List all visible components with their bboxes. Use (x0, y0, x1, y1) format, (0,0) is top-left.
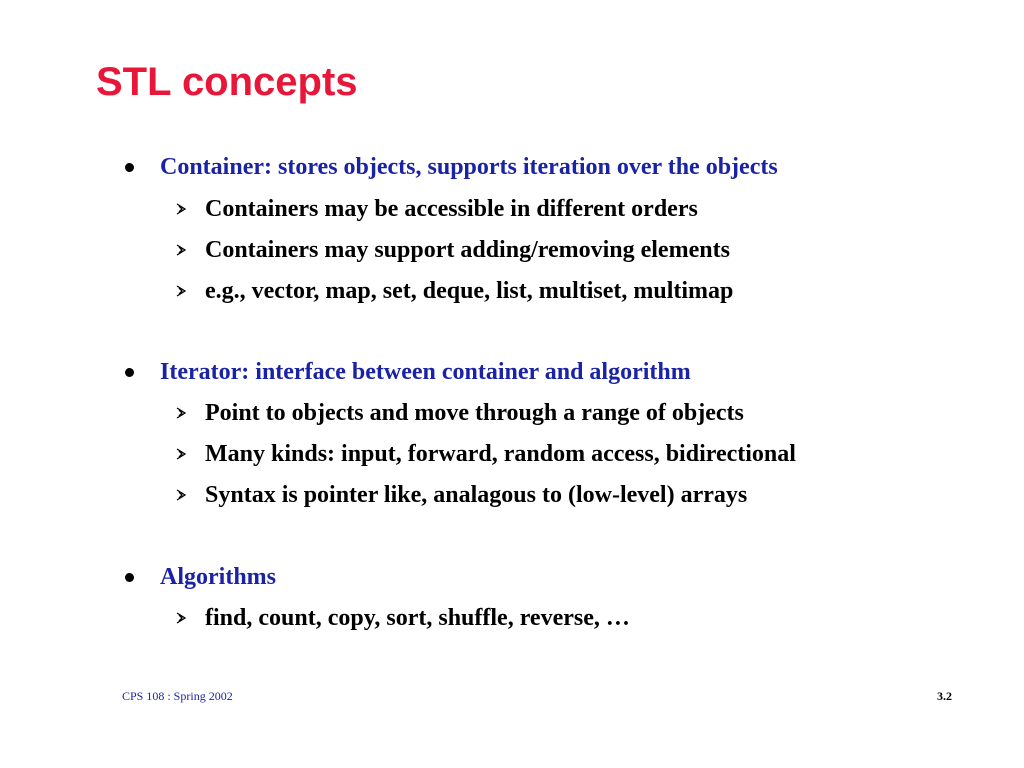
footer-slide-number: 3.2 (937, 689, 952, 703)
filled-circle-icon (125, 573, 134, 582)
filled-circle-icon (125, 368, 134, 377)
arrowhead-bullet-icon (176, 285, 186, 297)
sub-bullet-text: find, count, copy, sort, shuffle, reverse, … (205, 605, 630, 631)
sub-bullet-text: Syntax is pointer like, analagous to (low-level) arrays (205, 482, 748, 508)
arrowhead-bullet-icon (176, 244, 186, 256)
arrowhead-bullet-icon (176, 489, 186, 501)
arrowhead-bullet-icon (176, 448, 186, 460)
bullet-heading-text: Algorithms (160, 564, 276, 590)
sub-bullet-text: Many kinds: input, forward, random access, bidirectional (205, 441, 796, 467)
sub-bullet-text: e.g., vector, map, set, deque, list, multiset, multimap (205, 278, 734, 304)
sub-bullet-text: Containers may be accessible in different orders (205, 196, 698, 222)
sub-bullet-text: Point to objects and move through a range of objects (205, 400, 744, 426)
filled-circle-icon (125, 163, 134, 172)
arrowhead-bullet-icon (176, 612, 186, 624)
arrowhead-bullet-icon (176, 407, 186, 419)
sub-bullet-text: Containers may support adding/removing elements (205, 237, 730, 263)
slide-title: STL concepts (96, 60, 358, 104)
footer-course: CPS 108 : Spring 2002 (122, 689, 233, 703)
arrowhead-bullet-icon (176, 203, 186, 215)
bullet-heading-text: Iterator: interface between container and algorithm (160, 359, 691, 385)
bullet-heading-text: Container: stores objects, supports iteration over the objects (160, 154, 778, 180)
